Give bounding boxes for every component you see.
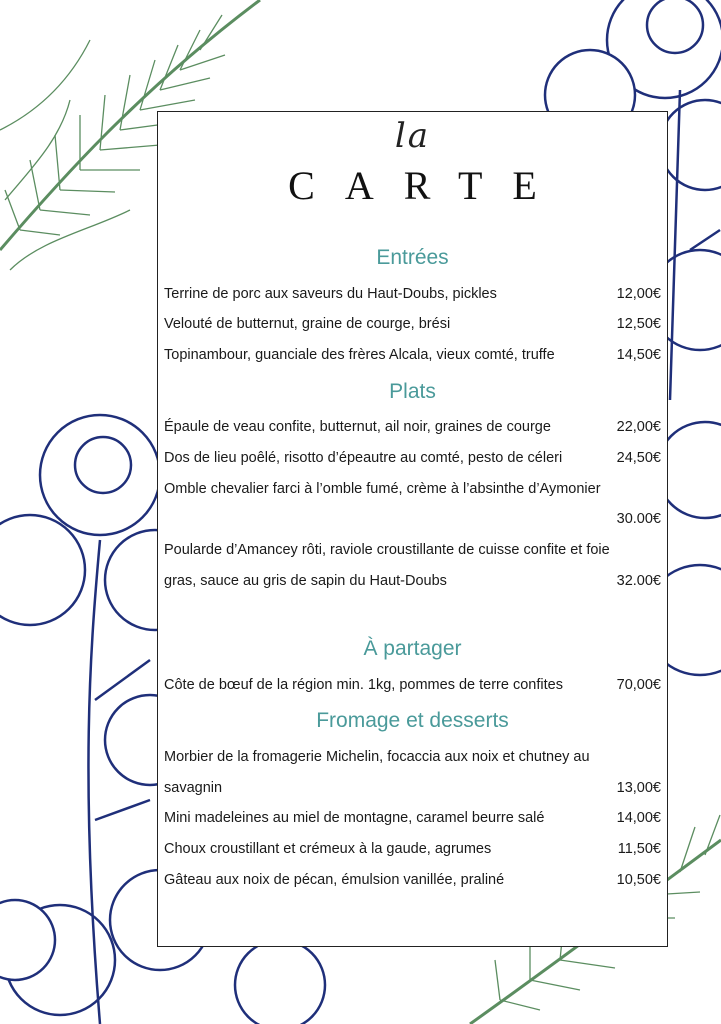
menu-item-name: Mini madeleines au miel de montagne, caramel beurre salé bbox=[164, 810, 545, 826]
menu-item-name: Morbier de la fromagerie Michelin, focaccia aux noix et chutney au bbox=[164, 749, 590, 765]
menu-item-price: 13,00€ bbox=[616, 780, 661, 796]
page-title: CARTE bbox=[288, 163, 567, 208]
menu-item-price: 12,00€ bbox=[616, 286, 661, 302]
menu-item-name: Côte de bœuf de la région min. 1kg, pommes de terre confites bbox=[164, 677, 563, 693]
menu-item-price: 70,00€ bbox=[616, 677, 661, 693]
menu-item-name: Choux croustillant et crémeux à la gaude, agrumes bbox=[164, 841, 492, 857]
section-title-partager: À partager bbox=[363, 637, 462, 660]
section-title-plats: Plats bbox=[389, 380, 436, 403]
menu-item-price: 14,50€ bbox=[616, 347, 661, 363]
menu-item-price: 10,50€ bbox=[616, 872, 661, 888]
menu-item-name: Velouté de butternut, graine de courge, brési bbox=[164, 316, 451, 332]
menu-item-price: 11,50€ bbox=[617, 841, 661, 857]
menu-item-price: 22,00€ bbox=[616, 419, 661, 435]
menu-item-price: 24,50€ bbox=[616, 450, 661, 466]
section-title-entrees: Entrées bbox=[376, 246, 449, 269]
menu-item-name: Épaule de veau confite, butternut, ail noir, graines de courge bbox=[164, 419, 551, 435]
menu-item-price: 14,00€ bbox=[616, 810, 661, 826]
menu-item-name: Gâteau aux noix de pécan, émulsion vanillée, praliné bbox=[164, 872, 505, 888]
section-title-fromage: Fromage et desserts bbox=[316, 709, 509, 732]
menu-item-name: Terrine de porc aux saveurs du Haut-Doubs, pickles bbox=[164, 286, 497, 302]
header-la: la bbox=[394, 116, 431, 156]
menu-item-name-continued: gras, sauce au gris de sapin du Haut-Doubs bbox=[164, 573, 447, 589]
menu-item-price: 12,50€ bbox=[616, 316, 661, 332]
menu-item-name-continued: savagnin bbox=[164, 780, 223, 796]
menu-item-name: Dos de lieu poêlé, risotto d’épeautre au comté, pesto de céleri bbox=[164, 450, 563, 466]
menu-item-price: 30.00€ bbox=[616, 511, 661, 527]
menu-item-price: 32.00€ bbox=[616, 573, 661, 589]
menu-card bbox=[157, 111, 668, 947]
menu-item-name: Topinambour, guanciale des frères Alcala, vieux comté, truffe bbox=[164, 347, 555, 363]
menu-item-name: Poularde d’Amancey rôti, raviole croustillante de cuisse confite et foie bbox=[164, 542, 610, 558]
menu-item-name: Omble chevalier farci à l’omble fumé, crème à l’absinthe d’Aymonier bbox=[164, 481, 601, 497]
